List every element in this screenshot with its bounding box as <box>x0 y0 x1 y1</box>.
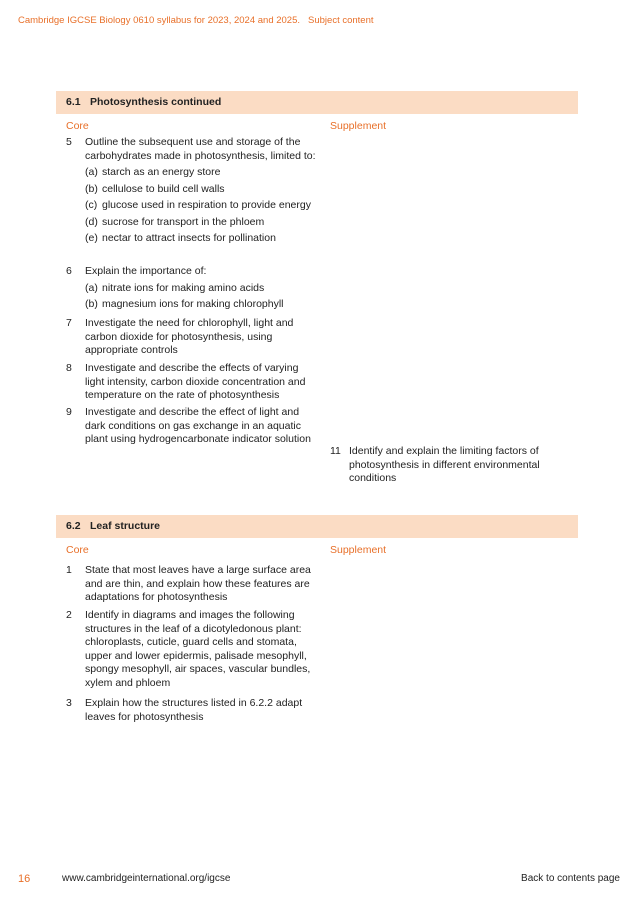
back-to-contents-link[interactable]: Back to contents page <box>521 873 620 884</box>
core-column-heading: Core <box>66 120 89 132</box>
supplement-column-heading: Supplement <box>330 544 387 556</box>
sub-item-letter: (d) <box>85 215 98 228</box>
sub-item-letter: (b) <box>85 182 98 195</box>
item-number: 1 <box>66 564 72 576</box>
item-number: 2 <box>66 609 72 621</box>
item-text: Investigate and describe the effects of varying light intensity, carbon dioxide concentration and temperature on the rate of photosynthesis <box>85 362 306 401</box>
sub-item-text: nitrate ions for making amino acids <box>102 281 265 294</box>
core-item <box>66 362 316 403</box>
sub-item <box>85 183 316 197</box>
core-item <box>66 564 316 605</box>
core-column-heading: Core <box>66 544 89 556</box>
sub-item-text: glucose used in respiration to provide energy <box>102 199 311 211</box>
core-item <box>66 317 306 358</box>
sub-item <box>85 298 316 312</box>
item-text: Identify and explain the limiting factors of photosynthesis in different environmental conditions <box>349 445 540 484</box>
core-item <box>66 265 316 312</box>
item-text: State that most leaves have a large surface area and are thin, and explain how these features are adaptations for photosynthesis <box>85 564 311 603</box>
core-item <box>66 406 316 447</box>
sub-item-letter: (e) <box>85 232 98 244</box>
sub-item-letter: (b) <box>85 298 98 310</box>
item-text: Investigate and describe the effect of light and dark conditions on gas exchange in an aquatic plant using hydrogencarbonate indicator solution <box>85 406 311 445</box>
sub-item-text: sucrose for transport in the phloem <box>102 215 265 228</box>
item-number: 9 <box>66 406 72 418</box>
item-text: Investigate the need for chlorophyll, light and carbon dioxide for photosynthesis, using appropriate controls <box>85 317 294 356</box>
sub-item-text: cellulose to build cell walls <box>102 182 225 195</box>
sub-item-text: nectar to attract insects for pollination <box>102 232 276 244</box>
sub-item <box>85 199 316 213</box>
item-text: Explain the importance of: <box>85 265 207 277</box>
item-text: Identify in diagrams and images the following structures in the leaf of a dicotyledonous plant: chloroplasts, cuticle, guard cells and stomata, upper and lower epidermis, palisade mesophyll, spongy mesophyll, air spaces, vascular bundles, xylem and phloem <box>85 609 311 689</box>
section-heading-6-2 <box>56 515 578 538</box>
core-item <box>66 136 316 246</box>
sub-item <box>85 232 316 246</box>
supplement-column-heading: Supplement <box>330 120 387 132</box>
running-header <box>18 15 374 26</box>
item-number: 11 <box>330 445 341 457</box>
section-number: 6.2 <box>66 520 81 532</box>
footer-url-link[interactable]: www.cambridgeinternational.org/igcse <box>62 873 231 884</box>
sub-item-text: magnesium ions for making chlorophyll <box>102 298 284 310</box>
sub-item <box>85 282 316 296</box>
item-number: 6 <box>66 265 72 277</box>
item-number: 5 <box>66 136 72 148</box>
item-text: Explain how the structures listed in 6.2.2 adapt leaves for photosynthesis <box>85 697 303 723</box>
item-number: 3 <box>66 697 72 709</box>
item-text: Outline the subsequent use and storage of the carbohydrates made in photosynthesis, limited to: <box>85 136 316 162</box>
item-number: 7 <box>66 317 72 329</box>
header-title: Cambridge IGCSE Biology 0610 syllabus for 2023, 2024 and 2025. <box>18 15 301 26</box>
core-item <box>66 697 316 724</box>
page-number: 16 <box>18 873 31 885</box>
sub-item-letter: (c) <box>85 199 98 211</box>
sub-item <box>85 166 316 180</box>
section-number: 6.1 <box>66 96 81 108</box>
core-item <box>66 609 316 690</box>
sub-item-letter: (a) <box>85 166 98 178</box>
sub-item-letter: (a) <box>85 281 98 294</box>
header-section: Subject content <box>308 15 374 26</box>
section-title: Leaf structure <box>90 520 161 532</box>
section-title: Photosynthesis continued <box>90 96 222 108</box>
sub-item-text: starch as an energy store <box>102 166 221 178</box>
supplement-item <box>330 445 546 486</box>
sub-item <box>85 216 316 230</box>
section-heading-6-1 <box>56 91 578 114</box>
item-number: 8 <box>66 362 72 374</box>
